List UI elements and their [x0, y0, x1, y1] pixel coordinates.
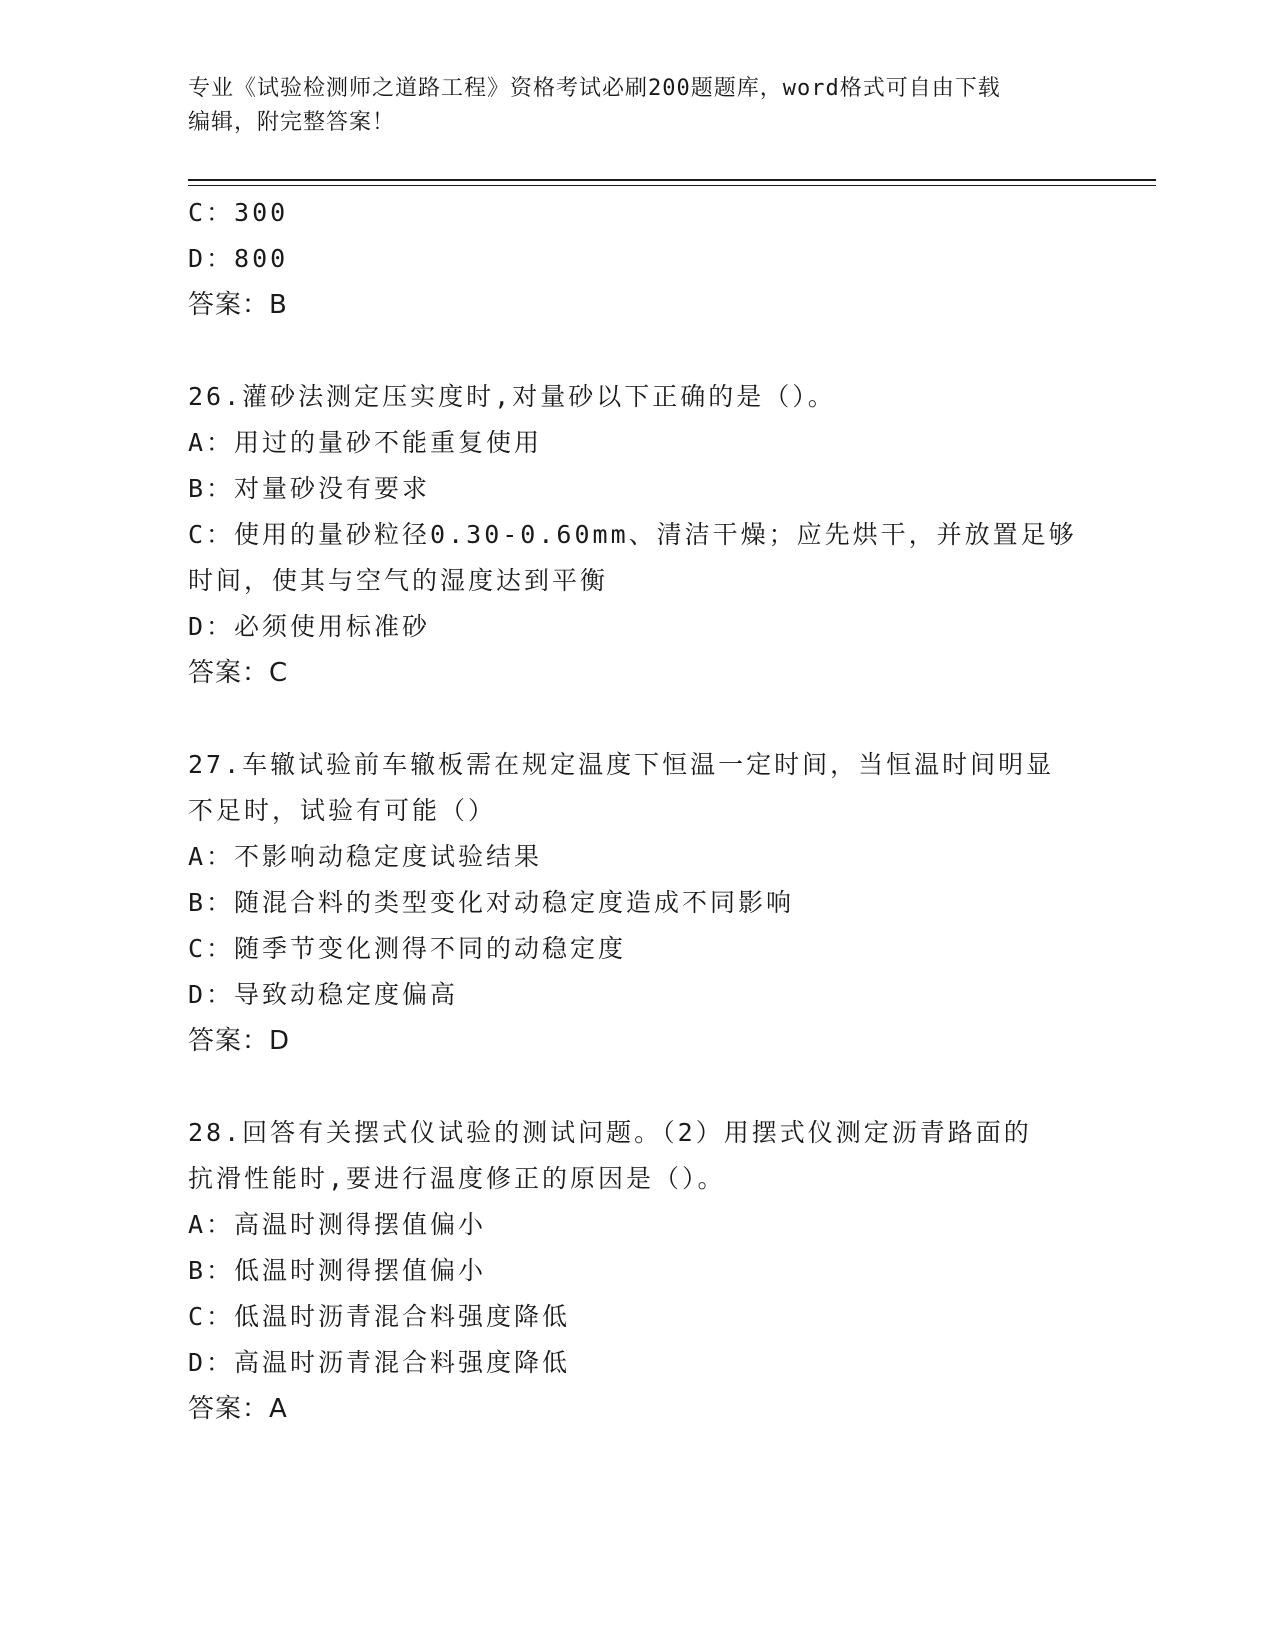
option-a: A：高温时测得摆值偏小 [188, 1210, 487, 1239]
question-28 [188, 1110, 1078, 1432]
question-stem: 28.回答有关摆式仪试验的测试问题。（2）用摆式仪测定沥青路面的 [188, 1118, 1032, 1147]
option-d: D：必须使用标准砂 [188, 612, 431, 641]
question-list [188, 190, 1078, 1432]
answer-label: 答案：D [188, 1026, 291, 1056]
question-25-tail [188, 190, 1078, 328]
option-b: B：随混合料的类型变化对动稳定度造成不同影响 [188, 888, 795, 917]
option-c-continued: 时间，使其与空气的湿度达到平衡 [188, 566, 609, 595]
option-a: A：不影响动稳定度试验结果 [188, 842, 543, 871]
question-stem: 26.灌砂法测定压实度时,对量砂以下正确的是（）。 [188, 382, 836, 411]
header-title-line-1: 专业《试验检测师之道路工程》资格考试必刷200题题库，word格式可自由下载 [188, 76, 1001, 101]
option-c: C：使用的量砂粒径0.30-0.60mm、清洁干燥；应先烘干，并放置足够 [188, 520, 1077, 549]
option-d: D：高温时沥青混合料强度降低 [188, 1348, 571, 1377]
question-27 [188, 742, 1078, 1064]
header-divider-thin [188, 185, 1156, 186]
question-stem-continued: 不足时，试验有可能（） [188, 796, 497, 825]
answer-label: 答案：C [188, 658, 289, 688]
question-26 [188, 374, 1078, 696]
option-c: C：300 [188, 198, 289, 227]
header-divider-thick [188, 179, 1156, 181]
option-d: D：导致动稳定度偏高 [188, 980, 459, 1009]
question-stem-continued: 抗滑性能时,要进行温度修正的原因是（）。 [188, 1164, 726, 1193]
answer-label: 答案：A [188, 1394, 288, 1424]
option-d: D：800 [188, 244, 289, 273]
option-a: A：用过的量砂不能重复使用 [188, 428, 543, 457]
header-title-line-2: 编辑，附完整答案！ [188, 110, 396, 135]
question-stem: 27.车辙试验前车辙板需在规定温度下恒温一定时间，当恒温时间明显 [188, 750, 1055, 779]
option-b: B：低温时测得摆值偏小 [188, 1256, 487, 1285]
option-c: C：低温时沥青混合料强度降低 [188, 1302, 571, 1331]
option-c: C：随季节变化测得不同的动稳定度 [188, 934, 627, 963]
option-b: B：对量砂没有要求 [188, 474, 431, 503]
answer-label: 答案：B [188, 290, 288, 320]
page-header [188, 72, 1068, 140]
